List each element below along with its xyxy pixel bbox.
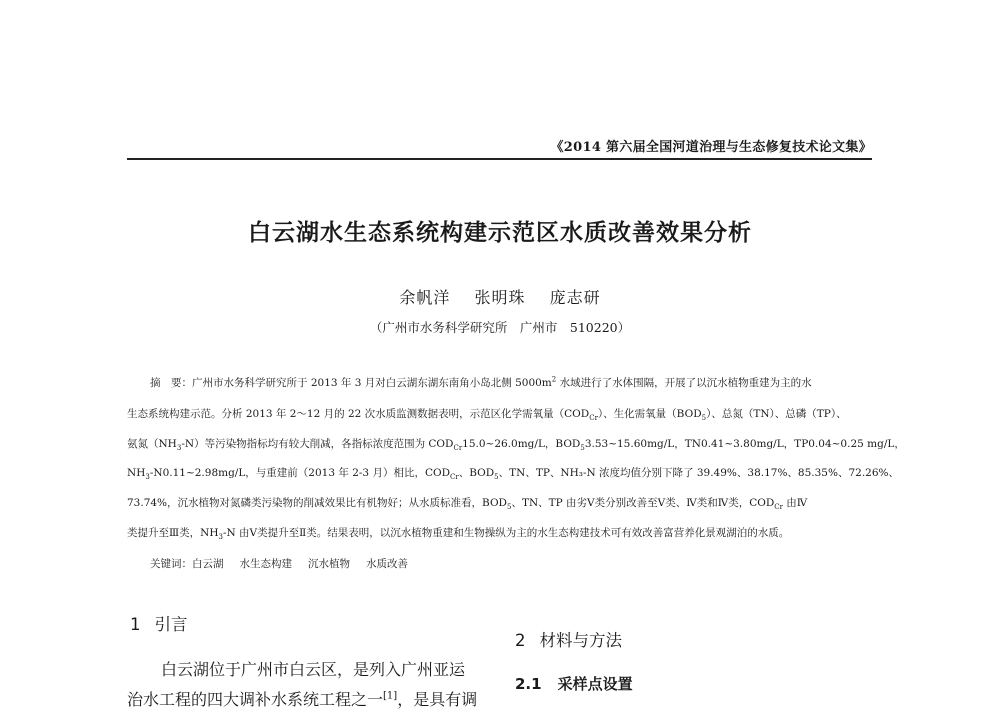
keyword: 白云湖 — [192, 558, 224, 570]
abstract-line — [127, 466, 899, 480]
abstract-text: ）、生化需氧量（BOD — [597, 408, 702, 420]
body-text: ，是具有调 — [397, 690, 478, 709]
citation: [1] — [383, 690, 398, 702]
body-line: 白云湖位于广州市白云区，是列入广州亚运 — [161, 660, 466, 679]
abstract-text: 、BOD — [458, 467, 495, 479]
keyword: 水生态构建 — [239, 558, 292, 570]
abstract-text: 15.0~26.0mg/L，BOD — [462, 438, 581, 450]
keyword: 水质改善 — [366, 558, 408, 570]
body-line — [127, 687, 477, 710]
subscript: Cr — [453, 444, 463, 453]
keywords — [150, 556, 424, 571]
section-heading — [130, 611, 188, 635]
subscript: 3 — [218, 533, 223, 542]
subscript: 3 — [145, 473, 150, 482]
abstract-text: 类提升至Ⅲ类，NH — [127, 527, 219, 539]
author-name: 张明珠 — [474, 288, 526, 307]
header-rule — [127, 158, 872, 160]
abstract-text: 、TN、TP 由劣Ⅴ类分别改善至Ⅴ类、Ⅳ类和Ⅳ类，COD — [511, 497, 775, 509]
subscript: Cr — [589, 414, 598, 423]
abstract-text: NH — [127, 467, 146, 479]
abstract-text: 广州市水务科学研究所于 2013 年 3 月对白云湖东湖东南角小岛北侧 5000m — [192, 377, 552, 389]
section-number: 2 — [515, 631, 526, 650]
subscript: Cr — [774, 503, 783, 512]
abstract-line — [127, 437, 905, 451]
subscript: 5 — [494, 473, 499, 482]
section-title: 材料与方法 — [539, 631, 622, 650]
running-head: 《2014 第六届全国河道治理与生态修复技术论文集》 — [550, 140, 872, 155]
keyword: 沉水植物 — [308, 558, 350, 570]
abstract-text: 由Ⅳ — [782, 497, 808, 509]
abstract-text: ）、总氮（TN）、总磷（TP）、 — [706, 408, 847, 420]
abstract-text: 氨氮（NH — [127, 438, 177, 450]
abstract-text: 73.74%，沉水植物对氮磷类污染物的削减效果比有机物好；从水质标准看，BOD — [127, 497, 507, 509]
abstract-text: -N 由Ⅴ类提升至Ⅱ类。结果表明，以沉水植物重建和生物操纵为主的水生态构建技术可有效改善富营养化景观湖泊的水质。 — [222, 527, 790, 539]
abstract-text: 生态系统构建示范。分析 2013 年 2～12 月的 22 次水质监测数据表明，示范区化学需氧量（COD — [127, 408, 590, 420]
author-list — [0, 285, 1000, 308]
affiliation: （广州市水务科学研究所 广州市 510220） — [369, 320, 631, 335]
superscript: 2 — [551, 375, 557, 384]
subscript: 3 — [176, 444, 182, 453]
abstract-line — [127, 407, 847, 421]
subscript: 5 — [506, 503, 512, 512]
subscript: 5 — [580, 444, 585, 453]
subsection-title: 采样点设置 — [557, 675, 633, 693]
keywords-label: 关键词： — [150, 558, 192, 570]
abstract-line — [150, 376, 812, 390]
subsection-heading — [515, 673, 633, 694]
section-title: 引言 — [154, 615, 188, 634]
abstract-line — [127, 526, 789, 540]
abstract-text: -N0.11~2.98mg/L，与重建前（2013 年 2-3 月）相比，COD — [149, 467, 451, 479]
section-number: 1 — [130, 615, 141, 634]
paper-title: 白云湖水生态系统构建示范区水质改善效果分析 — [248, 220, 752, 246]
author-name: 庞志研 — [549, 288, 601, 307]
section-heading — [515, 627, 622, 651]
abstract-text: -N）等污染物指标均有较大削减，各指标浓度范围为 COD — [181, 438, 454, 450]
abstract-text: 3.53~15.60mg/L，TN0.41~3.80mg/L，TP0.04~0.25 mg/L， — [584, 438, 905, 450]
author-name: 余帆洋 — [399, 288, 451, 307]
body-text: 治水工程的四大调补水系统工程之一 — [127, 690, 384, 709]
abstract-line — [127, 496, 807, 510]
subsection-number: 2.1 — [515, 675, 542, 693]
abstract-text: 水域进行了水体围隔，开展了以沉水植物重建为主的水 — [556, 377, 812, 389]
subscript: 5 — [701, 414, 707, 423]
abstract-text: 、TN、TP、NH₃-N 浓度均值分别下降了 39.49%、38.17%、85.35%、72.26%、 — [498, 467, 899, 479]
abstract-label: 摘 要： — [150, 377, 192, 389]
subscript: Cr — [450, 473, 459, 482]
